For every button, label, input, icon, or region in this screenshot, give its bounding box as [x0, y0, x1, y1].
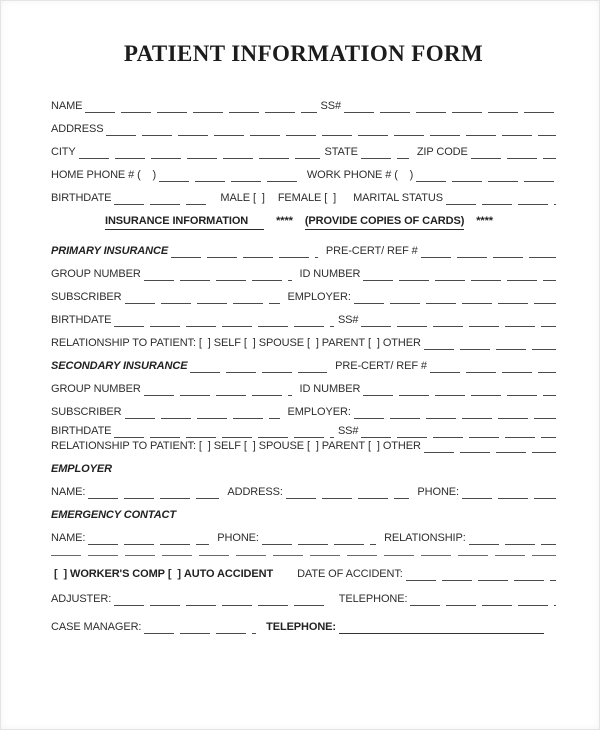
- ss-label: SS#: [337, 425, 359, 437]
- subscriber-label: SUBSCRIBER: [51, 291, 122, 303]
- precert-field-line[interactable]: [421, 245, 556, 258]
- city-state-zip-row: [51, 145, 556, 159]
- parent-checkbox[interactable]: [ ]: [306, 337, 319, 349]
- primary-subscriber-row: [51, 290, 556, 304]
- workers-comp-checkbox[interactable]: [ ]: [54, 568, 68, 580]
- parent-label: PARENT: [321, 337, 365, 349]
- employer-address-label: ADDRESS:: [227, 486, 283, 498]
- subscriber-field-line[interactable]: [125, 406, 280, 419]
- insurance-header-right: (PROVIDE COPIES OF CARDS): [305, 214, 464, 230]
- emergency-details-row: [51, 531, 556, 545]
- self-checkbox[interactable]: [ ]: [198, 337, 211, 349]
- group-number-label: GROUP NUMBER: [51, 383, 141, 395]
- emergency-name-label: NAME:: [51, 532, 86, 544]
- spouse-label: SPOUSE: [258, 440, 304, 452]
- employer-name-field-line[interactable]: [88, 486, 219, 499]
- id-number-field-line[interactable]: [363, 268, 556, 281]
- zip-label: ZIP CODE: [416, 146, 468, 158]
- accident-type-row: [51, 567, 556, 581]
- male-label: MALE: [220, 192, 250, 204]
- employer-section-heading-row: [51, 462, 556, 476]
- relationship-label: RELATIONSHIP TO PATIENT:: [51, 337, 196, 349]
- self-label: SELF: [213, 337, 241, 349]
- birthdate-label: BIRTHDATE: [51, 425, 112, 437]
- precert-field-line[interactable]: [430, 360, 556, 373]
- date-of-accident-label: DATE OF ACCIDENT:: [297, 568, 403, 580]
- home-phone-field-line[interactable]: [159, 169, 299, 182]
- secondary-insurance-row: [51, 359, 556, 373]
- name-field-line[interactable]: [85, 100, 316, 113]
- primary-insurance-row: [51, 244, 556, 258]
- primary-insurance-field-line[interactable]: [171, 245, 318, 258]
- insurance-header-left: INSURANCE INFORMATION: [105, 214, 264, 230]
- emergency-section-heading-row: [51, 508, 556, 522]
- employer-label: EMPLOYER:: [287, 291, 351, 303]
- employer-label: EMPLOYER:: [287, 406, 351, 418]
- emergency-phone-label: PHONE:: [217, 532, 259, 544]
- primary-relationship-row: [51, 336, 556, 350]
- group-number-field-line[interactable]: [144, 268, 292, 281]
- primary-group-id-row: [51, 267, 556, 281]
- date-of-accident-field-line[interactable]: [406, 568, 556, 581]
- emergency-phone-field-line[interactable]: [262, 532, 376, 545]
- employer-details-row: [51, 485, 556, 499]
- emergency-relationship-label: RELATIONSHIP:: [384, 532, 466, 544]
- address-field-line[interactable]: [106, 123, 556, 136]
- id-number-field-line[interactable]: [363, 383, 556, 396]
- birthdate-field-line[interactable]: [114, 425, 334, 438]
- case-manager-row: [51, 620, 556, 634]
- birthdate-sex-row: [51, 191, 556, 205]
- page-title: PATIENT INFORMATION FORM: [123, 41, 484, 66]
- marital-status-label: MARITAL STATUS: [353, 192, 443, 204]
- precert-label: PRE-CERT/ REF #: [325, 245, 418, 257]
- phones-row: [51, 168, 556, 182]
- spouse-checkbox[interactable]: [ ]: [243, 440, 256, 452]
- parent-label: PARENT: [321, 440, 365, 452]
- secondary-relationship-row: [51, 439, 556, 453]
- subscriber-label: SUBSCRIBER: [51, 406, 122, 418]
- parent-checkbox[interactable]: [ ]: [306, 440, 319, 452]
- ss-label: SS#: [320, 100, 342, 112]
- employer-address-field-line[interactable]: [286, 486, 410, 499]
- emergency-name-field-line[interactable]: [88, 532, 209, 545]
- spouse-label: SPOUSE: [258, 337, 304, 349]
- other-checkbox[interactable]: [ ]: [367, 337, 380, 349]
- birthdate-field-line[interactable]: [114, 192, 206, 205]
- employer-field-line[interactable]: [354, 406, 556, 419]
- self-checkbox[interactable]: [ ]: [198, 440, 211, 452]
- adjuster-field-line[interactable]: [114, 593, 329, 606]
- ss-field-line[interactable]: [361, 314, 556, 327]
- work-phone-field-line[interactable]: [416, 169, 556, 182]
- id-number-label: ID NUMBER: [299, 383, 361, 395]
- workers-comp-label: WORKER'S COMP: [70, 568, 165, 580]
- work-phone-label: WORK PHONE # ( ): [306, 169, 414, 181]
- adjuster-label: ADJUSTER:: [51, 593, 112, 605]
- ss-label: SS#: [337, 314, 359, 326]
- self-label: SELF: [213, 440, 241, 452]
- birthdate-field-line[interactable]: [114, 314, 334, 327]
- birthdate-label: BIRTHDATE: [51, 192, 112, 204]
- emergency-relationship-field-line[interactable]: [469, 532, 556, 545]
- secondary-group-id-row: [51, 382, 556, 396]
- case-manager-field-line[interactable]: [144, 621, 256, 634]
- marital-status-field-line[interactable]: [446, 192, 556, 205]
- employer-name-label: NAME:: [51, 486, 86, 498]
- dashed-separator: [51, 554, 556, 557]
- other-label: OTHER: [382, 440, 421, 452]
- ss-field-line[interactable]: [361, 425, 556, 438]
- relationship-label: RELATIONSHIP TO PATIENT:: [51, 440, 196, 452]
- female-label: FEMALE: [277, 192, 322, 204]
- secondary-insurance-field-line[interactable]: [190, 360, 327, 373]
- emergency-section-heading: EMERGENCY CONTACT: [51, 509, 177, 521]
- secondary-subscriber-row: [51, 405, 556, 419]
- adjuster-telephone-field-line[interactable]: [410, 593, 556, 606]
- stars-marker: ****: [276, 215, 293, 227]
- case-manager-telephone-field-line[interactable]: [339, 621, 544, 634]
- zip-field-line[interactable]: [471, 146, 556, 159]
- secondary-birthdate-ss-row: [51, 424, 556, 438]
- other-field-line[interactable]: [424, 440, 556, 453]
- insurance-section-header: [51, 214, 556, 230]
- group-number-field-line[interactable]: [144, 383, 292, 396]
- city-label: CITY: [51, 146, 76, 158]
- adjuster-row: [51, 592, 556, 606]
- birthdate-label: BIRTHDATE: [51, 314, 112, 326]
- other-checkbox[interactable]: [ ]: [367, 440, 380, 452]
- auto-accident-label: AUTO ACCIDENT: [183, 568, 274, 580]
- employer-section-heading: EMPLOYER: [51, 463, 112, 475]
- primary-insurance-label: PRIMARY INSURANCE: [51, 245, 169, 257]
- id-number-label: ID NUMBER: [299, 268, 361, 280]
- subscriber-field-line[interactable]: [125, 291, 280, 304]
- name-ss-row: [51, 99, 556, 113]
- telephone-label: TELEPHONE:: [338, 593, 408, 605]
- ss-field-line[interactable]: [344, 100, 556, 113]
- spouse-checkbox[interactable]: [ ]: [243, 337, 256, 349]
- stars-marker: ****: [476, 215, 493, 227]
- state-label: STATE: [324, 146, 358, 158]
- primary-birthdate-ss-row: [51, 313, 556, 327]
- home-phone-label: HOME PHONE # ( ): [51, 169, 157, 181]
- secondary-insurance-label: SECONDARY INSURANCE: [51, 360, 188, 372]
- address-label: ADDRESS: [51, 123, 104, 135]
- telephone-label: TELEPHONE:: [266, 621, 336, 633]
- other-field-line[interactable]: [424, 337, 556, 350]
- employer-phone-label: PHONE:: [417, 486, 459, 498]
- employer-phone-field-line[interactable]: [462, 486, 556, 499]
- address-row: [51, 122, 556, 136]
- auto-accident-checkbox[interactable]: [ ]: [167, 568, 181, 580]
- state-field-line[interactable]: [361, 146, 409, 159]
- female-checkbox[interactable]: [ ]: [324, 192, 337, 204]
- precert-label: PRE-CERT/ REF #: [335, 360, 427, 372]
- employer-field-line[interactable]: [354, 291, 556, 304]
- group-number-label: GROUP NUMBER: [51, 268, 141, 280]
- case-manager-label: CASE MANAGER:: [51, 621, 142, 633]
- other-label: OTHER: [382, 337, 421, 349]
- city-field-line[interactable]: [79, 146, 321, 159]
- male-checkbox[interactable]: [ ]: [252, 192, 265, 204]
- name-label: NAME: [51, 100, 83, 112]
